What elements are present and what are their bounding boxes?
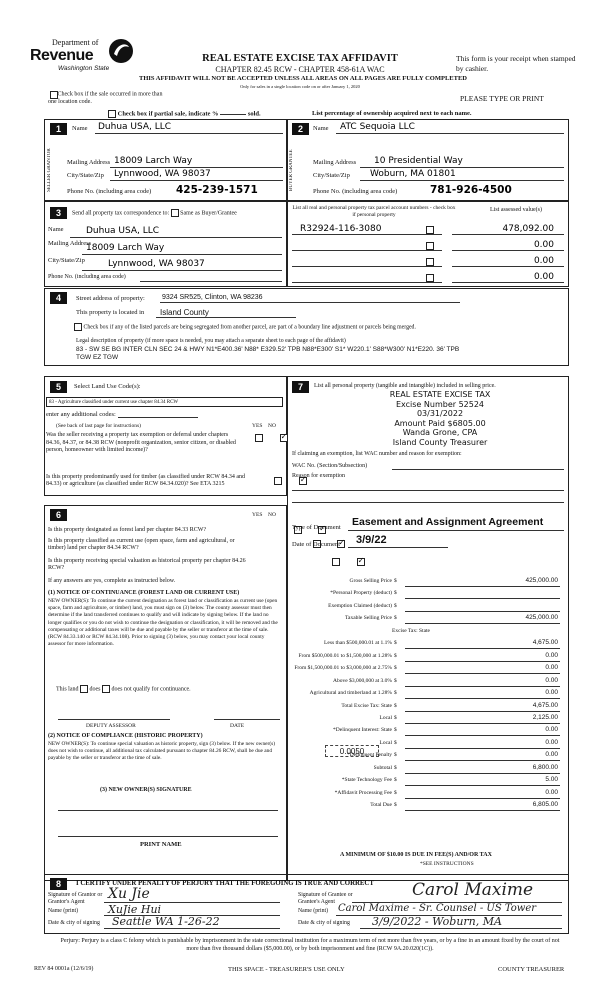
form-title: REAL ESTATE EXCISE TAX AFFIDAVIT <box>202 53 398 64</box>
corr-name-label: Name <box>48 226 64 233</box>
section-7-number: 7 <box>292 381 309 393</box>
buyer-phone[interactable]: 781-926-4500 <box>430 184 512 196</box>
tax-row-amount[interactable]: 0.00 <box>545 751 558 759</box>
assessed-line <box>452 282 564 283</box>
county-label: This property is located in <box>76 309 145 316</box>
treasurer-stamp <box>340 390 540 447</box>
county-line <box>156 317 296 318</box>
tax-row-currency: $ <box>394 665 397 672</box>
tax-row-label: Gross Selling Price <box>349 578 392 584</box>
ownership-pct-note: List percentage of ownership acquired next to each name. <box>312 110 472 117</box>
partial-sale-row <box>108 110 261 118</box>
parcel-row <box>290 237 566 251</box>
tax-row-label: Less than $500,000.01 at 1.1% <box>324 640 392 647</box>
street-line <box>160 302 460 303</box>
section-2-number: 2 <box>292 123 309 135</box>
see-back-note: (See back of last page for instructions) <box>56 423 141 429</box>
parcel-list-label: List all real and personal property tax parcel account numbers - check box if personal property <box>292 205 456 218</box>
tax-row-amount[interactable]: 0.00 <box>545 726 558 734</box>
buyer-mail-label: Mailing Address <box>313 159 357 166</box>
receipt-note: This form is your receipt when stamped by cashier. <box>456 54 576 73</box>
tax-row <box>300 726 570 737</box>
does-not-label: does not qualify for continuance. <box>111 686 191 693</box>
grantee-date-line <box>360 928 562 929</box>
form-note: Only for sales in a single location code on or after January 1, 2020 <box>240 84 360 89</box>
timber-question: Is this property predominantly used for timber (as classified under RCW 84.34 and 84.33) or agriculture (as classified under RCW 84.34.020)? See ETA 3215 <box>46 474 246 487</box>
grantor-date-label: Date & city of signing <box>48 920 100 926</box>
corr-phone-label: Phone No. (including area code) <box>48 274 126 280</box>
tax-row-amount[interactable]: 6,805.00 <box>532 801 558 809</box>
tax-row-amount[interactable]: 5.00 <box>545 776 558 784</box>
partial-sale-checkbox[interactable] <box>108 110 116 118</box>
notice2-text: NEW OWNER(S): To continue special valuation as historic property, sign (3) below. If the new owner(s) does not wish to continue, all additional tax calculated pursuant to chapter 84.26 RCW, shall be due and payable by the seller or transferor at the time of sale. <box>48 741 276 762</box>
parcel-row <box>290 269 566 283</box>
agency-brand: Revenue <box>30 47 94 64</box>
tax-row-line <box>405 673 560 674</box>
doc-type-label: Type of Document <box>292 524 341 531</box>
tax-row-line <box>405 810 560 811</box>
tax-row-line <box>405 661 560 662</box>
this-land-label: This land <box>56 686 79 693</box>
print-name-label: PRINT NAME <box>140 841 182 848</box>
tax-row-label: *Delinquent Penalty <box>346 752 392 759</box>
does-checkbox[interactable] <box>80 685 88 693</box>
assessed-value[interactable]: 0.00 <box>533 272 554 282</box>
corr-mail-label: Mailing Address <box>48 240 92 247</box>
assessed-line <box>452 266 564 267</box>
seller-name[interactable]: Duhua USA, LLC <box>98 122 172 132</box>
same-as-buyer-label: Same as Buyer/Grantee <box>180 210 237 217</box>
stamp-line: Amount Paid $6805.00 <box>394 418 486 428</box>
doc-type-line <box>348 530 564 531</box>
parcel-row <box>290 253 566 267</box>
grantor-name[interactable]: XuJie Hui <box>108 903 162 916</box>
stamp-line: Wanda Grone, CPA <box>402 428 478 437</box>
dor-logo <box>30 38 140 78</box>
tax-row-label: *Affidavit Processing Fee <box>334 789 392 796</box>
tax-row <box>300 776 570 787</box>
section-3-number: 3 <box>50 207 67 219</box>
tax-row-currency: $ <box>394 714 397 721</box>
tax-row-currency: $ <box>394 602 397 609</box>
segregated-label: Check box if any of the listed parcels are being segregated from another parcel, are part of a boundary line adjustment or parcels being merged. <box>83 324 416 331</box>
tax-row-label: Total Due <box>370 802 392 809</box>
tax-row-currency: $ <box>394 802 397 809</box>
corr-city-line <box>82 270 282 271</box>
minimum-due-note: A MINIMUM OF $10.00 IS DUE IN FEE(S) AND/OR TAX <box>340 852 492 858</box>
buyer-city-label: City/State/Zip <box>313 172 350 179</box>
seller-mail-label: Mailing Address <box>67 159 111 166</box>
tax-row-currency: $ <box>394 727 397 734</box>
tax-row-line <box>405 648 560 649</box>
perjury-notice: Perjury: Perjury is a class C felony which is punishable by imprisonment in the state correctional institution for a maximum term of not more than five years, or by a fine in an amount fixed by the court of not more than five thousand dollars ($5,000.00), or by both imprisonment and fine (RCW 9A.20.020(1C)). <box>60 938 560 952</box>
assessed-value[interactable]: 0.00 <box>533 256 554 266</box>
county-value[interactable]: Island County <box>160 308 209 317</box>
tax-row <box>300 577 570 588</box>
street-label: Street address of property: <box>76 295 145 302</box>
tax-row <box>300 614 570 625</box>
buyer-name-line <box>336 133 564 134</box>
tax-row-line <box>405 711 560 712</box>
same-as-buyer-checkbox[interactable] <box>171 209 179 217</box>
tax-row-currency: $ <box>394 777 397 784</box>
buyer-side-label: BUYER GRANTEE <box>289 149 294 191</box>
section-1-number: 1 <box>50 123 67 135</box>
seller-city-line <box>110 180 283 181</box>
street-address[interactable]: 9324 SR525, Clinton, WA 98236 <box>162 294 263 301</box>
tax-row-currency: $ <box>394 702 397 709</box>
buyer-city-line <box>360 180 564 181</box>
tax-row-line <box>405 586 560 587</box>
seller-name-label: Name <box>72 125 88 132</box>
historic-question: Is this property receiving special valuation as historical property per chapter 84.26 RCW? <box>48 558 246 571</box>
tax-row-label: Local <box>379 714 392 721</box>
tax-row <box>300 689 570 700</box>
tax-row-amount[interactable]: 0.00 <box>545 738 558 746</box>
tax-row-label: From $1,500,000.01 to $3,000,000 at 2.75% <box>294 665 392 672</box>
grantor-date-line <box>104 928 280 929</box>
grantor-signature-label: Signature of Grantor or Grantor's Agent <box>48 892 103 905</box>
tax-row-currency: $ <box>394 652 397 659</box>
doc-date-label: Date of Document <box>292 541 341 548</box>
legal-label: Legal description of property (if more space is needed, you may attach a separate sheet to each page of the affidavit) <box>76 338 346 344</box>
stamp-line: Excise Number 52524 <box>395 399 485 409</box>
deputy-date-line[interactable] <box>214 719 280 720</box>
parcel-line <box>292 234 442 235</box>
assessed-line <box>452 234 564 235</box>
corr-city[interactable]: Lynnwood, WA 98037 <box>108 259 205 269</box>
tax-row-line <box>405 598 560 599</box>
yes-header: YES <box>252 512 263 518</box>
tax-row-currency: $ <box>394 615 397 622</box>
grantor-name-label: Name (print) <box>48 908 79 914</box>
buyer-name-label: Name <box>313 125 329 132</box>
buyer-mail[interactable]: 10 Presidential Way <box>374 156 463 166</box>
tax-row-currency: $ <box>394 590 397 597</box>
stamp-line: 03/31/2022 <box>416 409 464 418</box>
tax-row-label: Exemption Claimed (deduct) <box>328 602 392 609</box>
exemption-question: Was the seller receiving a property tax exemption or deferral under chapters 84.36, 84.37, or 84.38 RCW (nonprofit organization, senior citizen, or disabled person, homeowner with limited income)? <box>46 432 236 453</box>
tax-row-label: Subtotal <box>373 764 392 771</box>
buyer-city[interactable]: Woburn, MA 01801 <box>370 169 456 179</box>
print-note: PLEASE TYPE OR PRINT <box>460 94 544 103</box>
tax-row-line <box>405 798 560 799</box>
doc-type[interactable]: Easement and Assignment Agreement <box>352 516 544 528</box>
tax-row-line <box>405 760 560 761</box>
tax-row-currency: $ <box>394 677 397 684</box>
multi-location-checkbox[interactable] <box>50 91 58 99</box>
tax-row-amount[interactable]: 0.00 <box>545 676 558 684</box>
additional-codes-label: enter any additional codes: <box>46 411 116 418</box>
revenue-swoosh-icon <box>108 38 134 64</box>
notice1-title: (1) NOTICE OF CONTINUANCE (FOREST LAND OR CURRENT USE) <box>48 590 240 596</box>
tax-row-label: Excise Tax: State <box>391 627 430 634</box>
section-8-number: 8 <box>50 878 67 890</box>
grantee-date-city[interactable]: 3/9/2022 - Woburn, MA <box>372 915 502 928</box>
assessed-value[interactable]: 478,092.00 <box>502 224 554 234</box>
seller-phone[interactable]: 425-239-1571 <box>176 184 258 196</box>
send-label: Send all property tax correspondence to: <box>72 210 170 217</box>
reason-label: Reason for exemption <box>292 473 345 479</box>
segregated-row <box>74 323 416 331</box>
multi-location-row <box>34 90 164 106</box>
land-use-label: Select Land Use Code(s): <box>74 383 141 390</box>
forest-question: Is this property designated as forest land per chapter 84.33 RCW? <box>48 527 207 533</box>
seller-mail[interactable]: 18009 Larch Way <box>114 156 193 166</box>
parcel-number-input[interactable] <box>292 250 442 251</box>
if-yes-note: If any answers are yes, complete as instructed below. <box>48 578 176 584</box>
tax-row-currency: $ <box>394 739 397 746</box>
section-4-number: 4 <box>50 292 67 304</box>
deputy-label: DEPUTY ASSESSOR <box>86 723 136 729</box>
tax-row-label: Taxable Selling Price <box>345 615 392 622</box>
assessed-label: List assessed value(s) <box>490 207 542 213</box>
corr-phone-input[interactable] <box>140 281 282 282</box>
does-not-checkbox[interactable] <box>102 685 110 693</box>
tax-row-line <box>405 773 560 774</box>
new-owner-signature-label: (3) NEW OWNER(S) SIGNATURE <box>100 787 192 793</box>
tax-row-amount[interactable]: 0.00 <box>545 788 558 796</box>
parcel-row <box>290 221 566 235</box>
tax-row-currency: $ <box>394 578 397 584</box>
tax-row-label: Above $3,000,000 at 3.0% <box>333 677 392 684</box>
partial-sale-input[interactable] <box>220 114 246 115</box>
partial-sale-label: Check box if partial sale, indicate % <box>117 110 219 118</box>
tax-row <box>300 639 570 650</box>
grantor-signature[interactable]: Xu Jie <box>108 886 150 902</box>
personal-property-checkbox[interactable] <box>426 242 434 250</box>
reason-input[interactable] <box>292 490 564 491</box>
print-name-line[interactable] <box>58 836 278 837</box>
does-label: does <box>89 686 101 693</box>
tax-row-line <box>405 686 560 687</box>
tax-row-amount[interactable]: 4,675.00 <box>532 639 558 647</box>
current-use-question: Is this property classified as current use (open space, farm and agricultural, or timber) land per chapter 84.34 RCW? <box>48 538 235 551</box>
tax-row-amount[interactable]: 0.00 <box>545 651 558 659</box>
grantor-date-city[interactable]: Seattle WA 1-26-22 <box>112 915 220 928</box>
see-instructions-note: *SEE INSTRUCTIONS <box>420 861 474 867</box>
tax-row-amount[interactable]: 425,000.00 <box>525 577 558 584</box>
tax-row-line <box>405 611 560 612</box>
tax-row-amount[interactable]: 0.00 <box>545 664 558 672</box>
tax-row <box>300 627 570 638</box>
tax-row-label: Total Excise Tax: State <box>341 702 392 709</box>
deputy-signature-line[interactable] <box>58 719 170 720</box>
tax-row-currency: $ <box>394 764 397 771</box>
yes-header: YES <box>252 423 263 429</box>
tax-row-line <box>405 623 560 624</box>
tax-row <box>300 714 570 725</box>
tax-row <box>300 801 570 812</box>
tax-row <box>300 764 570 775</box>
tax-row <box>300 702 570 713</box>
seller-side-label: SELLER GRANTOR <box>47 148 52 192</box>
county-treasurer-label: COUNTY TREASURER <box>498 966 565 973</box>
notice1-text: NEW OWNER(S): To continue the current designation as forest land or classification as current use (open space, farm and agriculture, or timber) land, you must sign on (3) below. The county assessor must then determine if the land transferred continues to qualify and will indicate by signing below. If the land no longer qualifies or you do not wish to continue the designation or classification, it will be removed and the compensating or additional taxes will be due and payable by the seller or transferor at the time of sale. (RCW 84.33.140 or RCW 84.34.108). Prior to signing (3) below, you may contact your local county assessor for more information. <box>48 598 278 648</box>
form-subtitle: CHAPTER 82.45 RCW - CHAPTER 458-61A WAC <box>215 65 385 74</box>
tax-row-label: *Delinquent Interest: State <box>333 727 392 734</box>
legal-description[interactable]: 83 - SW SE BG INTER CLN SEC 24 & HWY N1*E400.36' N88* E329.52' TPB N88*E300' S1* W220.1' S88*W300' N1*E220. 36' TPB TGW EZ TGW <box>76 346 460 361</box>
send-correspondence-row <box>72 209 237 217</box>
grantee-name-label: Name (print) <box>298 908 329 914</box>
wac-no-label: WAC No. (Section/Subsection) <box>292 463 368 469</box>
agency-state: Washington State <box>58 65 110 72</box>
tax-row-label: *State Technology Fee <box>341 777 392 784</box>
tax-row <box>300 589 570 600</box>
no-header: NO <box>268 512 276 518</box>
exemption-yes-checkbox[interactable] <box>255 434 263 442</box>
parcel-number-input[interactable] <box>292 282 442 283</box>
assessed-line <box>452 250 564 251</box>
seller-phone-label: Phone No. (including area code) <box>67 188 152 195</box>
segregated-checkbox[interactable] <box>74 323 82 331</box>
seller-mail-line <box>110 167 283 168</box>
tax-row-label: Local <box>379 739 392 746</box>
doc-date[interactable]: 3/9/22 <box>356 534 387 546</box>
grantee-name[interactable]: Carol Maxime - Sr. Counsel - US Tower <box>338 903 537 914</box>
seller-city-label: City/State/Zip <box>67 172 104 179</box>
new-owner-signature-line[interactable] <box>58 810 278 811</box>
corr-name[interactable]: Duhua USA, LLC <box>86 226 160 236</box>
corr-city-label: City/State/Zip <box>48 257 85 264</box>
multi-location-label: Check box if the sale occurred in more than one location code. <box>48 91 163 106</box>
tax-row <box>300 602 570 613</box>
grantee-date-label: Date & city of signing <box>298 920 350 926</box>
grantee-signature-label: Signature of Grantee or Grantee's Agent <box>298 892 353 905</box>
deputy-date-label: DATE <box>230 723 245 729</box>
section-6-number: 6 <box>50 509 67 521</box>
corr-name-line <box>70 237 282 238</box>
corr-mail[interactable]: 18009 Larch Way <box>86 243 165 253</box>
tax-row <box>300 652 570 663</box>
certify-statement: I CERTIFY UNDER PENALTY OF PERJURY THAT THE FOREGOING IS TRUE AND CORRECT <box>76 880 374 887</box>
tax-row-line <box>405 735 560 736</box>
buyer-mail-line <box>360 167 564 168</box>
tax-row-label: *Personal Property (deduct) <box>330 590 392 597</box>
tax-row <box>300 789 570 800</box>
tax-row-label: Agricultural and timberland at 1.28% <box>309 690 392 697</box>
assessed-value[interactable]: 0.00 <box>533 240 554 250</box>
wac-claim-label: If claiming an exemption, list WAC number and reason for exemption: <box>292 451 462 457</box>
tax-row <box>294 664 570 675</box>
sold-label: sold. <box>247 110 261 118</box>
tax-row-currency: $ <box>394 690 397 697</box>
tax-row-amount[interactable]: 6,800.00 <box>532 763 558 771</box>
continuance-row <box>56 685 191 693</box>
grantee-signature[interactable]: Carol Maxime <box>412 880 534 900</box>
tax-row-label: From $500,000.01 to $1,500,000 at 1.28% <box>298 652 392 659</box>
tax-row-currency: $ <box>394 640 397 647</box>
buyer-name[interactable]: ATC Sequoia LLC <box>340 122 415 132</box>
reason-input-2[interactable] <box>292 502 564 503</box>
tax-row-amount[interactable]: 4,675.00 <box>532 701 558 709</box>
tax-row-amount[interactable]: 0.00 <box>545 689 558 697</box>
parcel-number[interactable]: R32924-116-3080 <box>300 224 382 234</box>
form-warning: THIS AFFIDAVIT WILL NOT BE ACCEPTED UNLESS ALL AREAS ON ALL PAGES ARE FULLY COMPLETED <box>139 75 467 82</box>
personal-property-checkbox[interactable] <box>426 226 434 234</box>
section-5-number: 5 <box>50 381 67 393</box>
tax-row-line <box>405 748 560 749</box>
buyer-phone-label: Phone No. (including area code) <box>313 188 398 195</box>
tax-row-line <box>405 698 560 699</box>
tax-row-line <box>405 723 560 724</box>
stamp-line: Island County Treasurer <box>392 437 488 447</box>
wac-no-input[interactable] <box>392 469 564 470</box>
timber-yes-checkbox[interactable] <box>274 477 282 485</box>
stamp-line: REAL ESTATE EXCISE TAX <box>389 390 491 399</box>
tax-row-amount[interactable]: 2,125.00 <box>532 713 558 721</box>
seller-name-line <box>95 133 283 134</box>
land-use-select[interactable]: 83 - Agriculture classified under current use chapter 84.34 RCW <box>46 397 283 407</box>
seller-city[interactable]: Lynnwood, WA 98037 <box>114 169 211 179</box>
doc-date-line <box>348 547 448 548</box>
treasurer-only-note: THIS SPACE - TREASURER'S USE ONLY <box>228 966 345 973</box>
form-revision: REV 84 0001a (12/6/19) <box>34 966 94 972</box>
tax-row <box>300 677 570 688</box>
additional-codes-input[interactable] <box>118 417 198 418</box>
tax-row-line <box>405 785 560 786</box>
tax-row-amount[interactable]: 425,000.00 <box>525 614 558 622</box>
local-rate-box[interactable]: 0.0050 <box>325 745 379 757</box>
corr-mail-line <box>82 254 282 255</box>
parcel-number-input[interactable] <box>292 266 442 267</box>
agency-line1: Department of <box>52 38 99 47</box>
no-header: NO <box>268 423 276 429</box>
notice2-title: (2) NOTICE OF COMPLIANCE (HISTORIC PROPERTY) <box>48 733 203 739</box>
personal-property-label: List all personal property (tangible and intangible) included in selling price. <box>314 383 496 389</box>
tax-row-currency: $ <box>394 752 397 759</box>
personal-property-checkbox[interactable] <box>426 258 434 266</box>
tax-row-currency: $ <box>394 789 397 796</box>
personal-property-checkbox[interactable] <box>426 274 434 282</box>
